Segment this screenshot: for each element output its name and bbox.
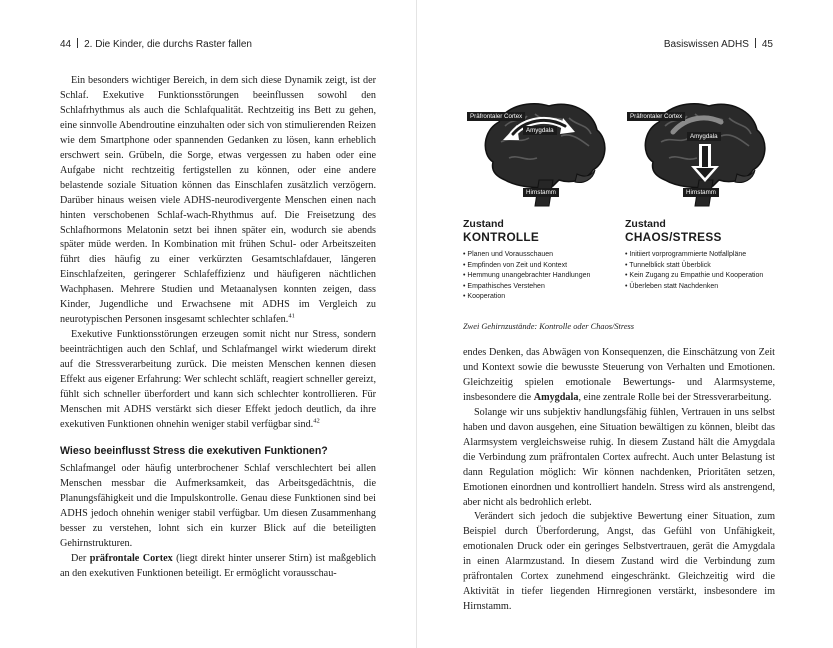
paragraph [60,328,376,433]
state-title: Zustand [625,218,666,230]
paragraph: Verändert sich jedoch die subjektive Bewertung einer Situation, zum Beispiel durch Überforderung, Angst, das Gefühl von Unfähigkeit, emotionalen Druck oder ein geringes Selbstvertrauen, gerät die Amygdala in einen Alarmzustand. In diesem Zustand wird die Verbindung zum präfrontalen Cortex zunehmend eingeschränkt. Gleichzeitig wird die Aktivität in tiefer liegenden Hirnregionen verstärkt, insbesondere im Hirnstamm. [463,511,775,613]
state-control [463,218,613,303]
paragraph: Schlafmangel oder häufig unterbrochener Schlaf verschlechtert bei allen Menschen messbar die Aufmerksamkeit, das Arbeitsgedächtnis, die Planungsfähigkeit und die Impulskontrolle. Genau diese Funktionen sind bei ADHS jedoch ohnehin weniger stabil verfügbar. Um diesen Zusammenhang besser zu verstehen, lohnt sich ein kurzer Blick auf die beteiligten Gehirnstrukturen. [60,462,376,549]
label-amygdala: Amygdala [523,126,557,135]
page-number: 45 [761,39,773,50]
section-subheading: Wieso beeinflusst Stress die exekutiven Funktionen? [60,444,328,457]
label-prefrontal-cortex: Präfrontaler Cortex [467,112,525,121]
paragraph-text: Ein besonders wichtiger Bereich, in dem sich diese Dynamik zeigt, ist der Schlaf. Exekutive Funktionsstörungen beeinflussen sowohl den Schlafrhythmus als auch die Schlafqualität. Rechtzeitig ins Bett zu gehen, eine sinnvolle Abendroutine einzuhalten oder sich von stimulierenden Reizen wie dem Smartphone oder spannenden Gedanken zu lösen, kann erheblich erschwert sein. Grübeln, die Sorge, etwas vergessen zu haben oder eine Aufgabe nicht rechtzeitig fertigstellen zu können, oder eine andere belastende soziale Situation können das Einschlafen zusätzlich verzögern. Darüber hinaus weisen viele ADHS-neurodivergente Menschen einen nach hinten verschobenen Schlaf-wach-Rhythmus auf. Die Freisetzung des Schlafhormons Melatonin setzt bei ihnen später ein, wodurch sie abends später müde werden. In Kombination mit frühen Schul- oder Arbeitszeiten führt dies häufig zu einer verkürzten Gesamtschlafdauer, längeren Einschlafzeiten, geringerer Schlafeffizienz und häufigeren nächtlichen Wachphasen. Mehrere Studien und Metaanalysen konnten zeigen, dass Kinder, Jugendliche und Erwachsene mit ADHS im Vergleich zu neurotypischen Personen insgesamt schlechter schlafen. [60,75,376,326]
state-title: Zustand [463,218,504,230]
state-list [463,250,613,303]
left-page [0,0,416,648]
list-item: • Überleben statt Nachdenken [625,282,775,293]
footnote-ref: 41 [288,312,295,320]
list-item: • Empfinden von Zeit und Kontext [463,261,613,272]
state-name: CHAOS/STRESS [625,230,722,244]
figure-caption: Zwei Gehirnzustände: Kontrolle oder Chaos/Stress [463,322,635,331]
paragraph [463,346,775,406]
paragraph-text: Exekutive Funktionsstörungen erzeugen somit nicht nur Stress, sondern beeinträchtigen auch den Schlaf, und Schlafmangel wirkt wiederum direkt auf die Stressverarbeitung zurück. Die meisten Menschen kennen diesen Effekt aus eigener Erfahrung: Wer schlecht schläft, reagiert schneller gereizt, fühlt sich schneller überfordert und kann sich schlechter kontrollieren. Für Menschen mit ADHS verstärkt sich dieser Effekt jedoch deutlich, da ihre exekutiven Funktionen ohnehin weniger stabil verfügbar sind. [60,329,376,430]
list-item: • Kein Zugang zu Empathie und Kooperation [625,271,775,282]
list-item: • Kooperation [463,292,613,303]
label-brainstem: Hirnstamm [683,188,719,197]
list-item: • Empathisches Verstehen [463,282,613,293]
paragraph-text: , eine zentrale Rolle bei der Stressverarbeitung. [578,391,772,403]
list-item: • Hemmung unangebrachter Handlungen [463,271,613,282]
bold-term: präfrontale Cortex [89,552,173,564]
paragraph-text: Der [71,552,90,564]
brain-stress-illustration [625,96,775,214]
right-text-column [463,346,775,615]
list-item: • Tunnelblick statt Überblick [625,261,775,272]
header-divider [755,38,756,48]
header-divider [77,38,78,48]
state-name: KONTROLLE [463,230,540,244]
left-page-header [60,38,252,50]
state-list [625,250,775,292]
paragraph: Solange wir uns subjektiv handlungsfähig fühlen, Vertrauen in uns selbst haben und davon ausgehen, eine Situation bewältigen zu können, bleibt das Alarmsystem vergleichsweise ruhig. In diesem Zustand hält die Amygdala die Verbindung zum präfrontalen Cortex aufrecht. Auch unter Belastung ist dann Regulation möglich: Wir können nachdenken, Prioritäten setzen, Emotionen einordnen und kontrolliert handeln. Stress wird als anstrengend, aber nicht als bedrohlich erlebt. [463,406,775,508]
label-amygdala: Amygdala [687,132,721,141]
footnote-ref: 42 [313,417,320,425]
right-page-header [664,38,773,50]
state-chaos-stress [625,218,775,292]
brain-control-illustration [465,96,615,214]
paragraph [60,552,376,582]
left-text-column [60,74,376,581]
running-head: Basiswissen ADHS [663,39,749,50]
label-prefrontal-cortex: Präfrontaler Cortex [627,112,685,121]
list-item: • Planen und Vorausschauen [463,250,613,261]
paragraph [60,74,376,328]
label-brainstem: Hirnstamm [523,188,559,197]
page-number: 44 [60,39,72,50]
running-head: 2. Die Kinder, die durchs Raster fallen [84,39,252,50]
bold-term: Amygdala [533,391,579,403]
paragraph-text: endes Denken, das Abwägen von Konsequenzen, die Einschätzung von Zeit und Kontext sowie die bewusste Steuerung von Verhalten und Emotionen. Gleichzeitig spielen emotionale Bewertungs- und Alarmsysteme, insbesondere die [463,347,775,403]
brain-states-figure [463,96,783,336]
right-page [417,0,833,648]
list-item: • Initiiert vorprogrammierte Notfallpläne [625,250,775,261]
paragraph-text: (liegt direkt hinter unserer Stirn) ist maßgeblich an den exekutiven Funktionen beteiligt. Er ermöglicht vorausschau- [60,552,376,579]
